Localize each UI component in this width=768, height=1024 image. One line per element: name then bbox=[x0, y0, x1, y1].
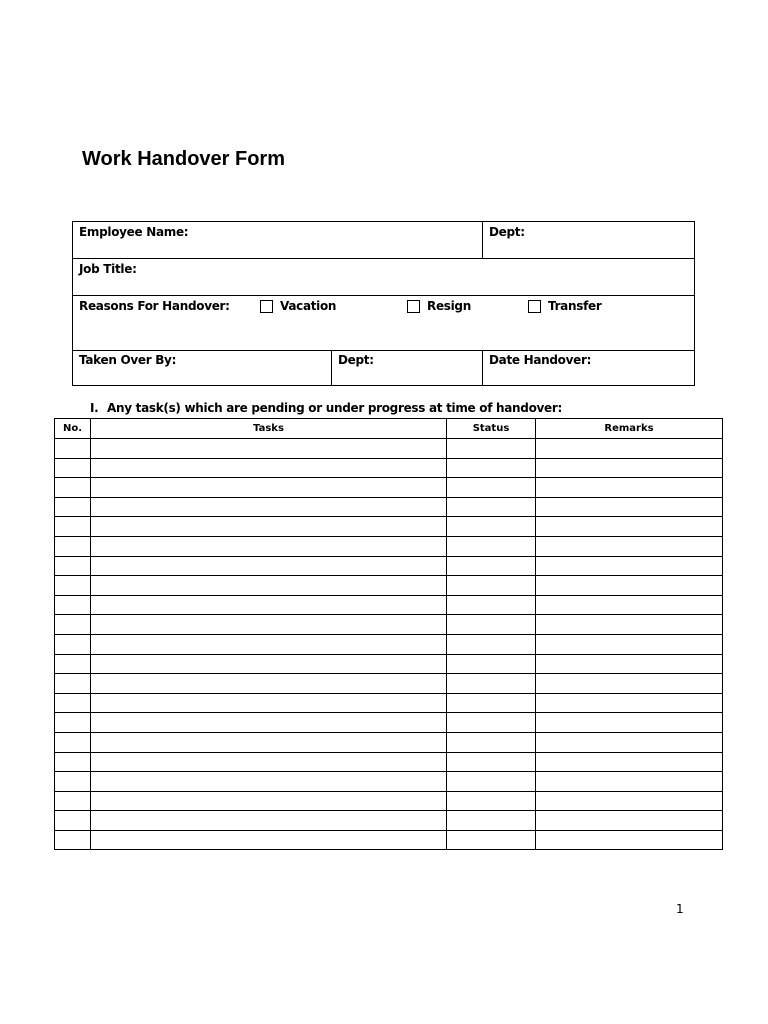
row-remarks-cell[interactable] bbox=[536, 458, 723, 478]
job-title-label: Job Title: bbox=[79, 262, 137, 276]
row-status-cell[interactable] bbox=[447, 654, 536, 674]
row-status-cell[interactable] bbox=[447, 517, 536, 537]
row-status-cell[interactable] bbox=[447, 772, 536, 792]
row-task-cell[interactable] bbox=[91, 732, 447, 752]
tasks-table bbox=[54, 418, 723, 850]
row-status-cell[interactable] bbox=[447, 478, 536, 498]
row-status-cell[interactable] bbox=[447, 791, 536, 811]
table-row bbox=[55, 576, 723, 596]
info-row-employee bbox=[73, 222, 694, 259]
table-row bbox=[55, 811, 723, 831]
header-no: No. bbox=[55, 419, 91, 439]
row-status-cell[interactable] bbox=[447, 693, 536, 713]
row-task-cell[interactable] bbox=[91, 811, 447, 831]
row-task-cell[interactable] bbox=[91, 595, 447, 615]
table-row bbox=[55, 615, 723, 635]
row-no-cell[interactable] bbox=[55, 674, 91, 694]
row-status-cell[interactable] bbox=[447, 674, 536, 694]
row-remarks-cell[interactable] bbox=[536, 713, 723, 733]
row-no-cell[interactable] bbox=[55, 595, 91, 615]
info-row-takeover bbox=[73, 351, 694, 386]
row-remarks-cell[interactable] bbox=[536, 772, 723, 792]
row-task-cell[interactable] bbox=[91, 713, 447, 733]
row-task-cell[interactable] bbox=[91, 497, 447, 517]
table-row bbox=[55, 791, 723, 811]
tasks-table-body bbox=[55, 439, 723, 850]
row-no-cell[interactable] bbox=[55, 517, 91, 537]
row-task-cell[interactable] bbox=[91, 693, 447, 713]
date-handover-label: Date Handover: bbox=[489, 353, 592, 367]
divider bbox=[482, 351, 483, 386]
table-row bbox=[55, 458, 723, 478]
row-remarks-cell[interactable] bbox=[536, 654, 723, 674]
row-no-cell[interactable] bbox=[55, 772, 91, 792]
row-task-cell[interactable] bbox=[91, 458, 447, 478]
row-task-cell[interactable] bbox=[91, 439, 447, 459]
reasons-label: Reasons For Handover: bbox=[79, 299, 230, 313]
dept-label: Dept: bbox=[489, 225, 525, 239]
table-row bbox=[55, 517, 723, 537]
section-heading bbox=[90, 401, 562, 415]
row-task-cell[interactable] bbox=[91, 517, 447, 537]
resign-label: Resign bbox=[427, 299, 471, 313]
table-row bbox=[55, 556, 723, 576]
table-row bbox=[55, 713, 723, 733]
row-task-cell[interactable] bbox=[91, 654, 447, 674]
row-remarks-cell[interactable] bbox=[536, 615, 723, 635]
row-task-cell[interactable] bbox=[91, 674, 447, 694]
row-remarks-cell[interactable] bbox=[536, 674, 723, 694]
table-row bbox=[55, 439, 723, 459]
row-status-cell[interactable] bbox=[447, 595, 536, 615]
row-status-cell[interactable] bbox=[447, 458, 536, 478]
row-remarks-cell[interactable] bbox=[536, 791, 723, 811]
transfer-checkbox[interactable] bbox=[528, 300, 541, 313]
row-task-cell[interactable] bbox=[91, 536, 447, 556]
section-number: I. bbox=[90, 401, 99, 415]
row-task-cell[interactable] bbox=[91, 478, 447, 498]
header-remarks: Remarks bbox=[536, 419, 723, 439]
table-row bbox=[55, 752, 723, 772]
row-task-cell[interactable] bbox=[91, 752, 447, 772]
row-no-cell[interactable] bbox=[55, 732, 91, 752]
row-no-cell[interactable] bbox=[55, 830, 91, 850]
employee-name-label: Employee Name: bbox=[79, 225, 189, 239]
row-remarks-cell[interactable] bbox=[536, 811, 723, 831]
table-row bbox=[55, 674, 723, 694]
row-status-cell[interactable] bbox=[447, 811, 536, 831]
row-no-cell[interactable] bbox=[55, 693, 91, 713]
form-title: Work Handover Form bbox=[82, 148, 285, 170]
takeover-dept-label: Dept: bbox=[338, 353, 374, 367]
info-row-reasons bbox=[73, 296, 694, 351]
row-no-cell[interactable] bbox=[55, 615, 91, 635]
table-row bbox=[55, 693, 723, 713]
taken-over-by-label: Taken Over By: bbox=[79, 353, 177, 367]
row-no-cell[interactable] bbox=[55, 576, 91, 596]
row-no-cell[interactable] bbox=[55, 536, 91, 556]
row-task-cell[interactable] bbox=[91, 634, 447, 654]
table-row bbox=[55, 478, 723, 498]
row-remarks-cell[interactable] bbox=[536, 732, 723, 752]
table-row bbox=[55, 654, 723, 674]
table-row bbox=[55, 830, 723, 850]
row-no-cell[interactable] bbox=[55, 752, 91, 772]
row-task-cell[interactable] bbox=[91, 791, 447, 811]
row-no-cell[interactable] bbox=[55, 497, 91, 517]
info-row-job-title bbox=[73, 259, 694, 296]
row-status-cell[interactable] bbox=[447, 536, 536, 556]
row-remarks-cell[interactable] bbox=[536, 556, 723, 576]
row-no-cell[interactable] bbox=[55, 439, 91, 459]
row-no-cell[interactable] bbox=[55, 654, 91, 674]
row-remarks-cell[interactable] bbox=[536, 478, 723, 498]
row-status-cell[interactable] bbox=[447, 497, 536, 517]
row-remarks-cell[interactable] bbox=[536, 576, 723, 596]
row-status-cell[interactable] bbox=[447, 752, 536, 772]
table-row bbox=[55, 732, 723, 752]
row-no-cell[interactable] bbox=[55, 634, 91, 654]
employee-info-box bbox=[72, 221, 695, 386]
row-task-cell[interactable] bbox=[91, 576, 447, 596]
row-status-cell[interactable] bbox=[447, 732, 536, 752]
table-row bbox=[55, 536, 723, 556]
transfer-label: Transfer bbox=[548, 299, 602, 313]
section-text: Any task(s) which are pending or under progress at time of handover: bbox=[107, 401, 563, 415]
row-remarks-cell[interactable] bbox=[536, 517, 723, 537]
row-task-cell[interactable] bbox=[91, 556, 447, 576]
row-status-cell[interactable] bbox=[447, 556, 536, 576]
row-remarks-cell[interactable] bbox=[536, 497, 723, 517]
row-no-cell[interactable] bbox=[55, 478, 91, 498]
table-row bbox=[55, 595, 723, 615]
row-no-cell[interactable] bbox=[55, 713, 91, 733]
row-status-cell[interactable] bbox=[447, 634, 536, 654]
row-remarks-cell[interactable] bbox=[536, 634, 723, 654]
row-remarks-cell[interactable] bbox=[536, 693, 723, 713]
table-row bbox=[55, 497, 723, 517]
row-task-cell[interactable] bbox=[91, 772, 447, 792]
vacation-checkbox[interactable] bbox=[260, 300, 273, 313]
row-task-cell[interactable] bbox=[91, 615, 447, 635]
row-no-cell[interactable] bbox=[55, 458, 91, 478]
table-row bbox=[55, 772, 723, 792]
row-no-cell[interactable] bbox=[55, 556, 91, 576]
row-remarks-cell[interactable] bbox=[536, 752, 723, 772]
header-status: Status bbox=[447, 419, 536, 439]
row-status-cell[interactable] bbox=[447, 439, 536, 459]
header-tasks: Tasks bbox=[91, 419, 447, 439]
row-status-cell[interactable] bbox=[447, 830, 536, 850]
row-status-cell[interactable] bbox=[447, 713, 536, 733]
divider bbox=[331, 351, 332, 386]
page-number: 1 bbox=[676, 902, 684, 916]
vacation-label: Vacation bbox=[280, 299, 337, 313]
row-task-cell[interactable] bbox=[91, 830, 447, 850]
table-row bbox=[55, 634, 723, 654]
row-remarks-cell[interactable] bbox=[536, 830, 723, 850]
row-no-cell[interactable] bbox=[55, 811, 91, 831]
divider bbox=[482, 222, 483, 258]
row-status-cell[interactable] bbox=[447, 615, 536, 635]
row-remarks-cell[interactable] bbox=[536, 439, 723, 459]
row-remarks-cell[interactable] bbox=[536, 595, 723, 615]
resign-checkbox[interactable] bbox=[407, 300, 420, 313]
row-no-cell[interactable] bbox=[55, 791, 91, 811]
row-status-cell[interactable] bbox=[447, 576, 536, 596]
row-remarks-cell[interactable] bbox=[536, 536, 723, 556]
table-header-row bbox=[55, 419, 723, 439]
